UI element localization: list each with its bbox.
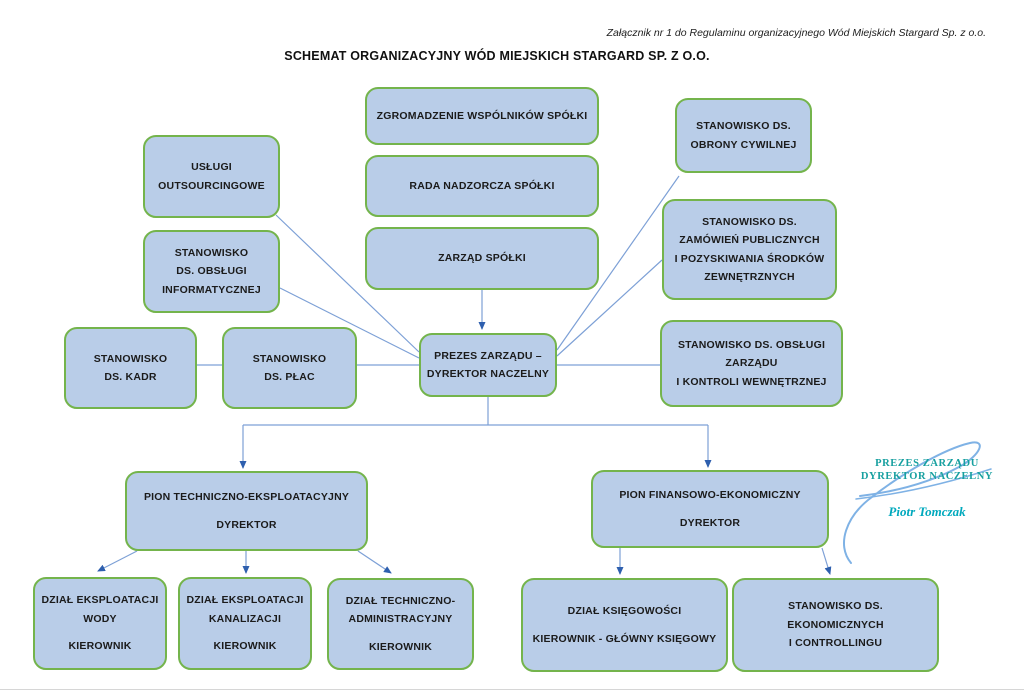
org-box-stanowisko-zamowien-publicznych [662,199,837,300]
org-box-text: PION FINANSOWO-EKONOMICZNY [619,489,801,501]
org-box-text: WODY [83,612,117,625]
attachment-note: Załącznik nr 1 do Regulaminu organizacyjnego Wód Miejskich Stargard Sp. z o.o. [606,27,986,39]
page-title: SCHEMAT ORGANIZACYJNY WÓD MIEJSKICH STARGARD SP. Z O.O. [284,49,710,63]
org-box-uslugi-outsourcingowe [143,135,280,218]
org-box-text: DZIAŁ TECHNICZNO- [345,594,456,607]
signature-block [852,458,1002,520]
org-box-text: INFORMATYCZNEJ [162,283,261,296]
stamp-title-line1: PREZES ZARZĄDU [875,458,979,469]
org-box-text: STANOWISKO [252,352,327,365]
org-box-text: RADA NADZORCZA SPÓŁKI [409,179,555,192]
org-box-text: STANOWISKO [174,246,249,259]
org-box-zarzad-spolki [365,227,599,290]
org-box-text: ZEWNĘTRZNYCH [704,271,795,283]
signer-name: Piotr Tomczak [888,504,966,519]
org-box-stanowisko-ekonomicznych [732,578,939,672]
page-bottom-edge [0,689,1024,690]
org-box-rada-nadzorcza [365,155,599,217]
org-box-dzial-eksploatacji-kanalizacji [178,577,312,670]
org-box-text: PREZES ZARZĄDU – [434,349,542,362]
org-connector [358,551,391,573]
org-box-text: ZGROMADZENIE WSPÓLNIKÓW SPÓŁKI [376,109,588,122]
org-box-text: DZIAŁ EKSPLOATACJI [41,594,159,607]
org-box-text: I CONTROLLINGU [788,637,883,650]
org-box-text: STANOWISKO [93,352,168,365]
org-box-text: DS. OBSŁUGI [176,265,247,278]
org-box-stanowisko-obslugi-informatycznej [143,230,280,313]
org-box-text: ZARZĄDU [725,357,778,370]
org-box-dzial-ksiegowosci [521,578,728,672]
org-box-dzial-eksploatacji-wody [33,577,167,670]
org-box-text: DS. PŁAC [264,371,315,383]
org-box-text: STANOWISKO DS. [788,600,883,613]
org-box-text: I POZYSKIWANIA ŚRODKÓW [674,252,825,265]
org-box-text: OUTSOURCINGOWE [158,179,265,192]
org-box-text: EKONOMICZNYCH [787,618,884,631]
org-box-text: STANOWISKO DS. [702,215,797,228]
org-box-pion-finansowo-ekonomiczny [591,470,829,548]
org-box-text: ZARZĄD SPÓŁKI [438,252,526,265]
org-box-text: KIEROWNIK - GŁÓWNY KSIĘGOWY [532,632,717,645]
org-box-text: DYREKTOR NACZELNY [426,368,550,380]
org-box-stanowisko-obrony-cywilnej [675,98,812,173]
org-box-stanowisko-kadr [64,327,197,409]
org-box-text: DYREKTOR [216,518,277,531]
org-box-text: USŁUGI [191,161,232,173]
org-box-text: DYREKTOR [679,516,741,529]
org-box-text: KIEROWNIK [213,640,277,653]
org-box-text: STANOWISKO DS. [696,120,791,132]
org-box-text: DZIAŁ KSIĘGOWOŚCI [567,605,682,617]
org-box-zgromadzenie-wspolnikow [365,87,599,145]
org-box-text: OBRONY CYWILNEJ [690,138,797,151]
org-connector [98,551,137,571]
org-box-text: ADMINISTRACYJNY [348,613,453,626]
org-box-stanowisko-obslugi-zarzadu [660,320,843,407]
org-box-text: ZAMÓWIEŃ PUBLICZNYCH [679,234,820,246]
org-box-text: DS. KADR [104,371,157,383]
org-box-text: STANOWISKO DS. OBSŁUGI [677,338,826,351]
org-box-text: KIEROWNIK [68,640,132,653]
org-connector [822,548,830,574]
org-box-text: DZIAŁ EKSPLOATACJI [186,594,304,607]
org-box-prezes-zarzadu [419,333,557,397]
org-box-pion-techniczno-eksploatacyjny [125,471,368,551]
org-box-text: PION TECHNICZNO-EKSPLOATACYJNY [143,491,350,503]
org-box-dzial-techniczno-administracyjny [327,578,474,670]
org-box-stanowisko-plac [222,327,357,409]
org-box-text: KANALIZACJI [208,612,282,625]
stamp-title-line2: DYREKTOR NACZELNY [860,470,994,482]
org-box-text: KIEROWNIK [368,640,433,653]
org-box-text: I KONTROLI WEWNĘTRZNEJ [676,375,827,388]
